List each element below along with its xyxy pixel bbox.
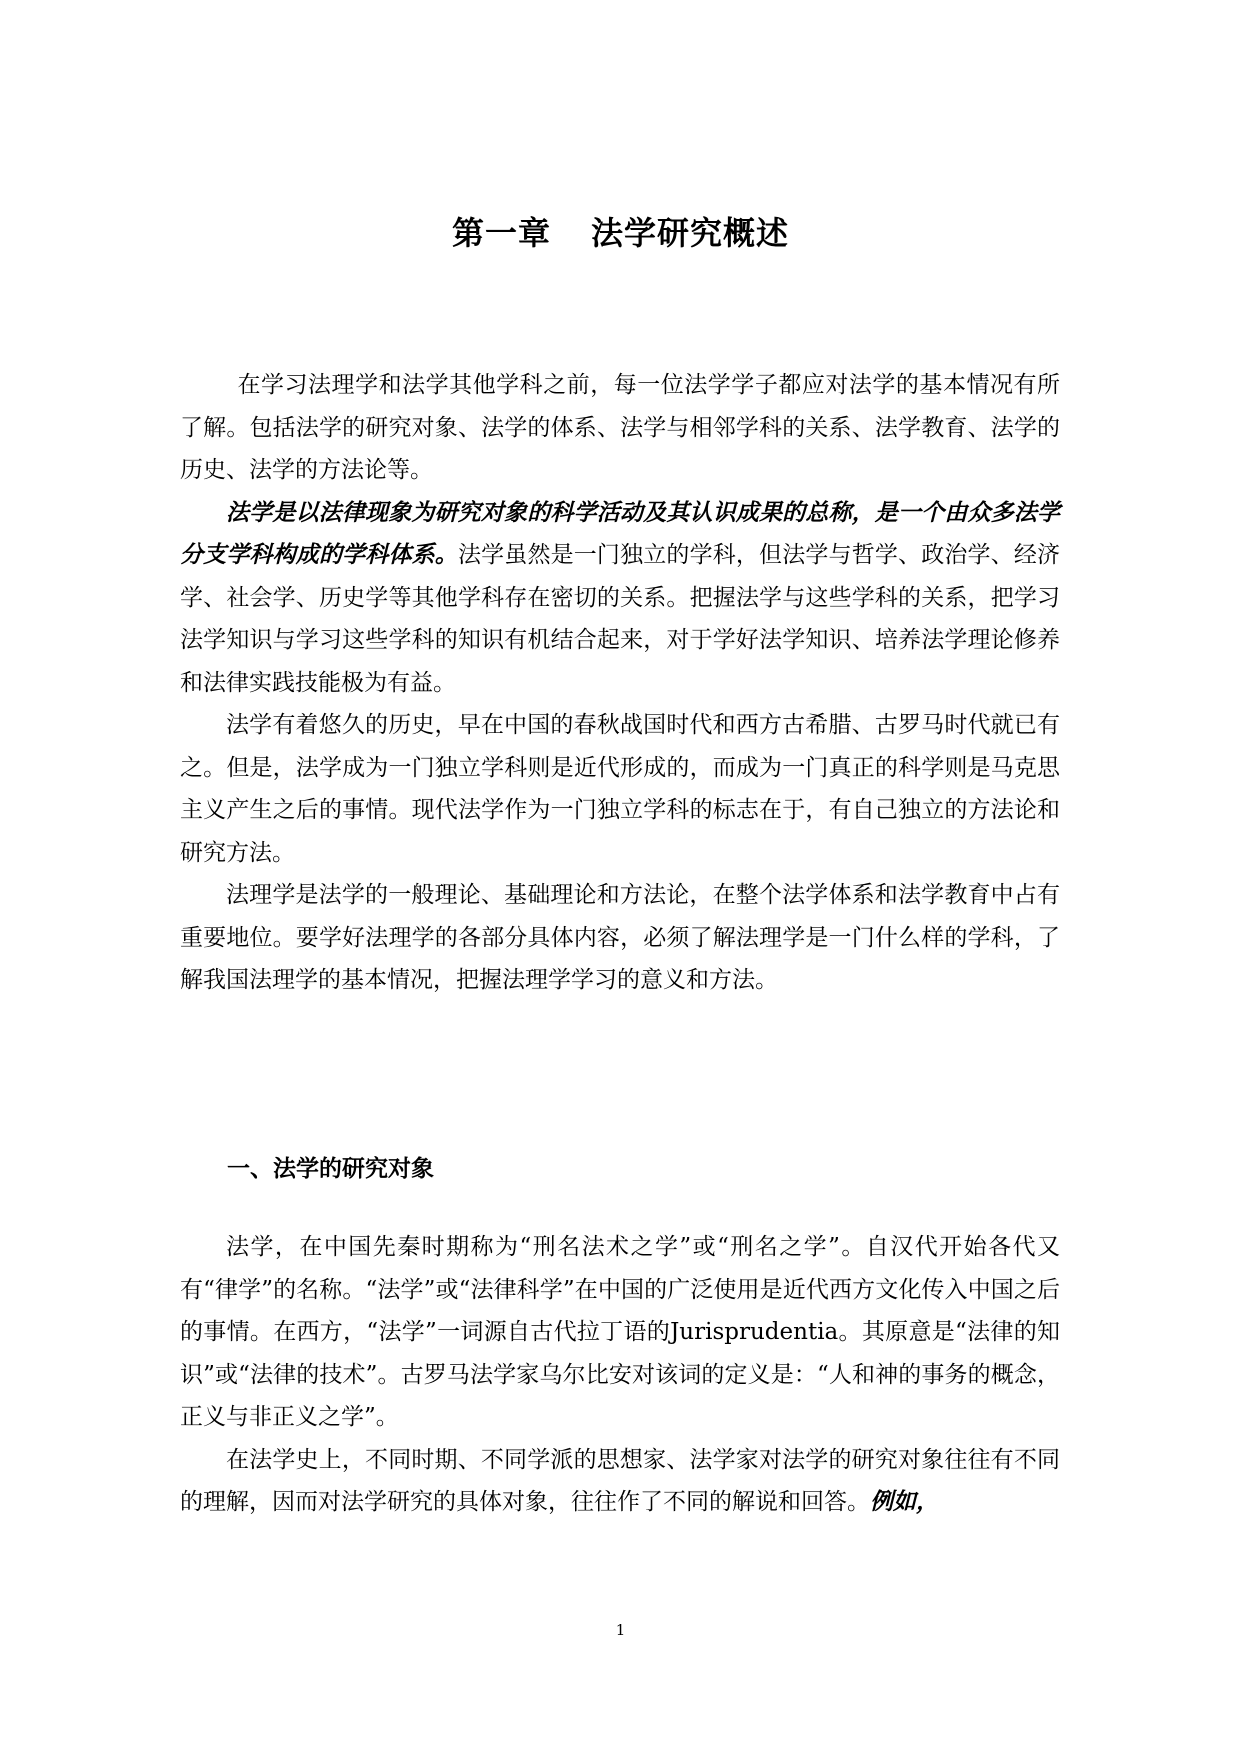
paragraph-text: 法学虽然是一门独立的学科，但法学与哲学、政治学、经济学、社会学、历史学等其他学科存在密切的关系。把握法学与这些学科的关系，把学习法学知识与学习这些学科的知识有机结合起来，对于学好法学知识、培养法学理论修养和法律实践技能极为有益。: [180, 542, 1061, 696]
chapter-title: [0, 208, 1241, 254]
paragraph-text: 法理学是法学的一般理论、基础理论和方法论，在整个法学体系和法学教育中占有重要地位。要学好法理学的各部分具体内容，必须了解法理学是一门什么样的学科，了解我国法理学的基本情况，把握法理学学习的意义和方法。: [180, 882, 1060, 993]
section-paragraph: [180, 1226, 1060, 1439]
section-body: [180, 1226, 1060, 1524]
paragraph-text: 法学有着悠久的历史，早在中国的春秋战国时代和西方古希腊、古罗马时代就已有之。但是，法学成为一门独立学科则是近代形成的，而成为一门真正的科学则是马克思主义产生之后的事情。现代法学作为一门独立学科的标志在于，有自己独立的方法论和研究方法。: [180, 712, 1060, 866]
paragraph-text: 法学，在中国先秦时期称为“刑名法术之学”或“刑名之学”。自汉代开始各代又有“律学”的名称。“法学”或“法律科学”在中国的广泛使用是近代西方文化传入中国之后的事情。在西方，“法学”一词源自古代拉丁语的Jurisprudentia。其原意是“法律的知识”或“法律的技术”。古罗马法学家乌尔比安对该词的定义是：“人和神的事务的概念，正义与非正义之学”。: [180, 1234, 1060, 1430]
chapter-label: 第一章: [451, 214, 551, 252]
chapter-name: 法学研究概述: [591, 214, 790, 252]
page-number: 1: [615, 1621, 626, 1639]
example-emphasis: 例如，: [870, 1488, 939, 1515]
intro-paragraph: [180, 492, 1060, 705]
definition-emphasis: 法学是以法律现象为研究对象的科学活动及其认识成果的总称，是一个由众多法学分支学科构成的学科体系。: [180, 498, 1060, 568]
section-heading: 一、法学的研究对象: [227, 1156, 434, 1182]
intro-paragraph: [180, 364, 1060, 492]
paragraph-text: 在法学史上，不同时期、不同学派的思想家、法学家对法学的研究对象往往有不同的理解，因而对法学研究的具体对象，往往作了不同的解说和回答。: [180, 1446, 1060, 1515]
intro-section: [180, 364, 1060, 1002]
section-paragraph: [180, 1439, 1060, 1524]
intro-paragraph: [180, 704, 1060, 874]
paragraph-text: 在学习法理学和法学其他学科之前，每一位法学学子都应对法学的基本情况有所了解。包括法学的研究对象、法学的体系、法学与相邻学科的关系、法学教育、法学的历史、法学的方法论等。: [180, 372, 1060, 483]
intro-paragraph: [180, 874, 1060, 1002]
